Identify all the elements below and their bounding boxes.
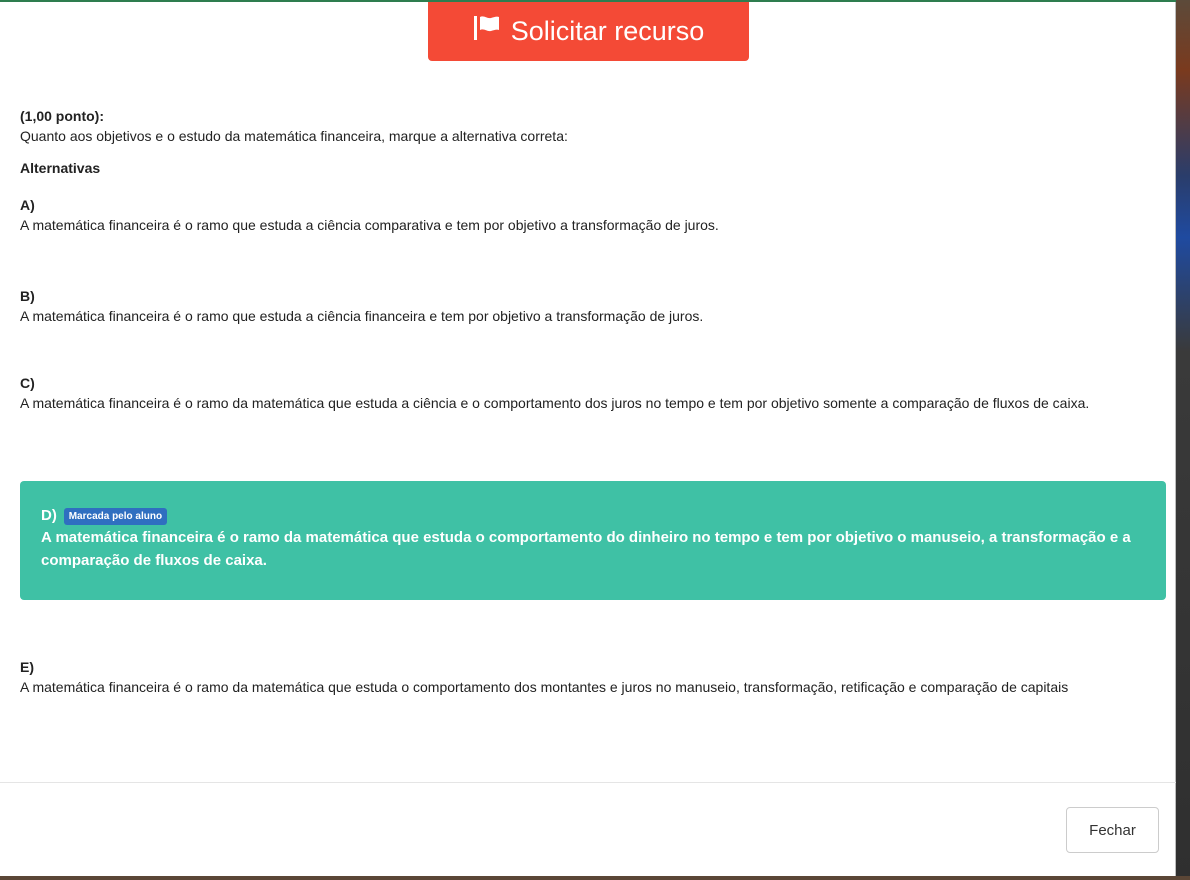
alternative-letter: B) <box>20 288 35 304</box>
alternative-c <box>20 373 1166 413</box>
question-text: Quanto aos objetivos e o estudo da matemática financeira, marque a alternativa correta: <box>20 128 568 144</box>
alternative-letter: E) <box>20 659 34 675</box>
alternative-b <box>20 286 1166 326</box>
alternative-letter: A) <box>20 197 35 213</box>
background-strip-bottom <box>0 876 1190 880</box>
alternative-letter: D) <box>41 507 57 524</box>
alternative-letter: C) <box>20 375 35 391</box>
alternative-e <box>20 657 1166 697</box>
request-appeal-button[interactable] <box>428 2 749 61</box>
flag-icon <box>473 15 501 48</box>
alternative-text: A matemática financeira é o ramo que estuda a ciência comparativa e tem por objetivo a transformação de juros. <box>20 217 719 233</box>
alternative-text: A matemática financeira é o ramo da matemática que estuda o comportamento dos montantes e juros no manuseio, transformação, retificação e comparação de capitais <box>20 679 1069 695</box>
question-modal <box>0 2 1176 876</box>
close-button[interactable]: Fechar <box>1066 807 1159 853</box>
alternatives-title: Alternativas <box>20 160 101 176</box>
request-appeal-label: Solicitar recurso <box>510 16 705 46</box>
background-strip-right <box>1176 0 1190 880</box>
question-block <box>20 106 1170 178</box>
alternative-text: A matemática financeira é o ramo da matemática que estuda o comportamento do dinheiro no tempo e tem por objetivo o manuseio, a transformação e a comparação de fluxos de caixa. <box>41 529 1131 569</box>
modal-body <box>0 2 1176 782</box>
alternative-text: A matemática financeira é o ramo que estuda a ciência financeira e tem por objetivo a transformação de juros. <box>20 308 704 324</box>
alternative-text: A matemática financeira é o ramo da matemática que estuda a ciência e o comportamento dos juros no tempo e tem por objetivo somente a comparação de fluxos de caixa. <box>20 395 1090 411</box>
selected-by-student-badge: Marcada pelo aluno <box>64 508 167 525</box>
question-points: (1,00 ponto): <box>20 108 104 124</box>
alternative-d-selected <box>20 481 1166 600</box>
alternative-a <box>20 195 1166 235</box>
modal-footer <box>0 782 1176 876</box>
